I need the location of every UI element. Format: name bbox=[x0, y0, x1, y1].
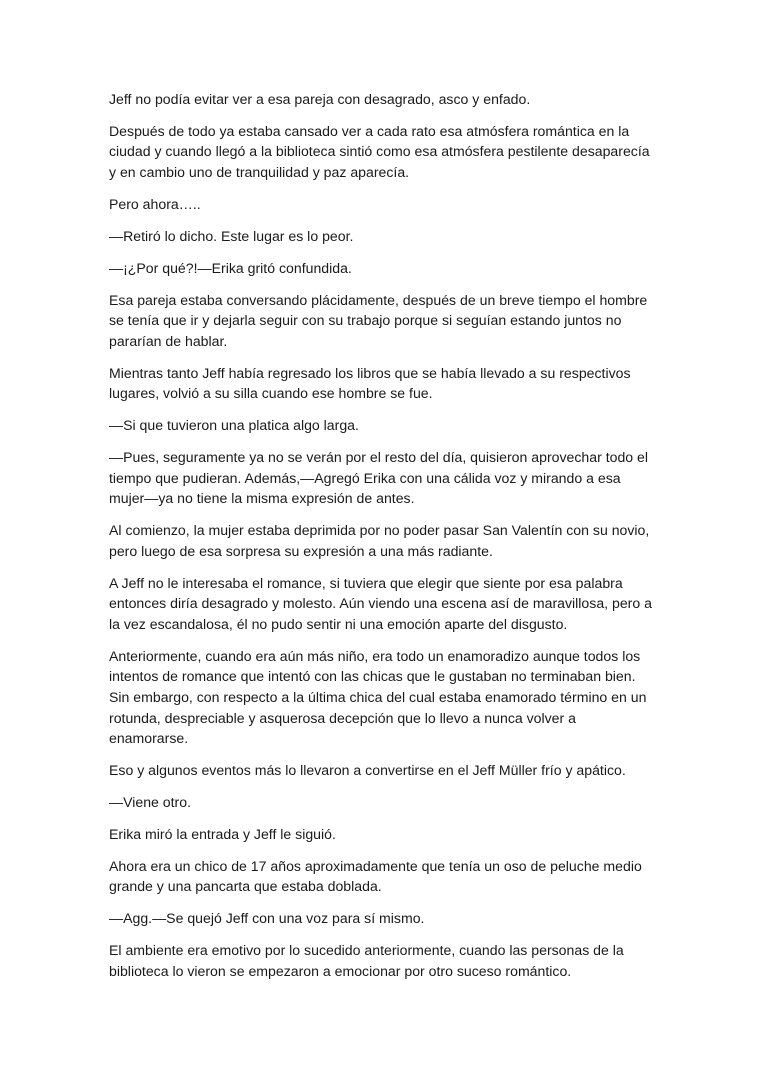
document-body bbox=[109, 89, 654, 993]
paragraph: Anteriormente, cuando era aún más niño, era todo un enamoradizo aunque todos los intentos de romance que intentó con las chicas que le gustaban no terminaban bien. Sin embargo, con respecto a la última chica del cual estaba enamorado término en un rotunda, despreciable y asquerosa decepción que lo llevo a nunca volver a enamorarse. bbox=[109, 647, 647, 747]
paragraph: —Viene otro. bbox=[109, 793, 192, 810]
paragraph: Ahora era un chico de 17 años aproximadamente que tenía un oso de peluche medio grande y una pancarta que estaba doblada. bbox=[109, 857, 642, 895]
paragraph: —Pues, seguramente ya no se verán por el resto del día, quisieron aprovechar todo el tiempo que pudieran. Además,—Agregó Erika con una cálida voz y mirando a esa mujer—ya no tiene la misma expresión de antes. bbox=[109, 449, 649, 507]
paragraph: Al comienzo, la mujer estaba deprimida por no poder pasar San Valentín con su novio, pero luego de esa sorpresa su expresión a una más radiante. bbox=[109, 522, 650, 559]
paragraph: Después de todo ya estaba cansado ver a cada rato esa atmósfera romántica en la ciudad y cuando llegó a la biblioteca sintió como esa atmósfera pestilente desaparecía y en cambio uno de tranquilidad y paz aparecía. bbox=[109, 122, 650, 181]
paragraph: —¡¿Por qué?!—Erika gritó confundida. bbox=[109, 259, 352, 276]
paragraph: —Agg.—Se quejó Jeff con una voz para sí mismo. bbox=[109, 910, 425, 927]
paragraph: Esa pareja estaba conversando plácidamente, después de un breve tiempo el hombre se tenía que ir y dejarla seguir con su trabajo porque si seguían estando juntos no pararían de hablar. bbox=[109, 291, 648, 349]
paragraph: Jeff no podía evitar ver a esa pareja con desagrado, asco y enfado. bbox=[109, 91, 531, 107]
paragraph: Eso y algunos eventos más lo llevaron a convertirse en el Jeff Müller frío y apático. bbox=[109, 762, 626, 778]
paragraph: El ambiente era emotivo por lo sucedido anteriormente, cuando las personas de la biblioteca lo vieron se empezaron a emocionar por otro suceso romántico. bbox=[109, 942, 624, 979]
paragraph: Erika miró la entrada y Jeff le siguió. bbox=[109, 825, 336, 842]
paragraph: Pero ahora….. bbox=[109, 195, 201, 212]
paragraph: —Si que tuvieron una platica algo larga. bbox=[109, 417, 359, 434]
paragraph: —Retiró lo dicho. Este lugar es lo peor. bbox=[109, 227, 354, 244]
paragraph: Mientras tanto Jeff había regresado los libros que se había llevado a su respectivos lugares, volvió a su silla cuando ese hombre se fue. bbox=[109, 364, 631, 402]
paragraph: A Jeff no le interesaba el romance, si tuviera que elegir que siente por esa palabra entonces diría desagrado y molesto. Aún viendo una escena así de maravillosa, pero a la vez escandalosa, él no pudo sentir ni una emoción aparte del disgusto. bbox=[109, 574, 652, 632]
